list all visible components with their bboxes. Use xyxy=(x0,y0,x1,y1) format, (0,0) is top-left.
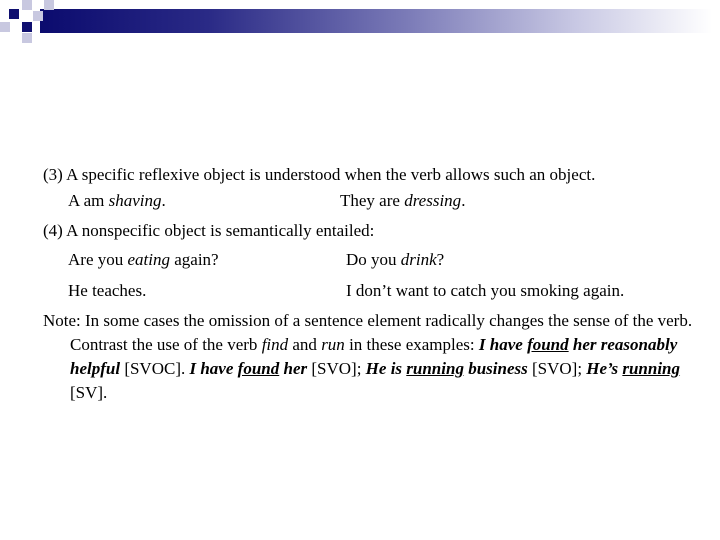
item-4-text: (4) A nonspecific object is semantically entailed: xyxy=(43,221,375,240)
header-square-decoration xyxy=(44,0,54,10)
header-square-decoration xyxy=(22,33,32,43)
example-smoking: I don’t want to catch you smoking again. xyxy=(346,281,625,300)
item-4-examples-2 xyxy=(43,277,693,305)
note-example: He is xyxy=(365,359,407,378)
note-text: in these examples: xyxy=(344,335,479,354)
example-text: Are you xyxy=(68,250,128,269)
note-example-verb: running xyxy=(622,359,681,378)
example-text: again? xyxy=(169,250,219,269)
header-square-decoration xyxy=(0,22,10,32)
note-text: [SVO]; xyxy=(307,359,366,378)
item-4-examples xyxy=(43,246,693,274)
example-text: . xyxy=(461,191,466,210)
header-square-decoration xyxy=(22,22,32,32)
header-gradient-band xyxy=(40,9,712,33)
example-text: ? xyxy=(436,250,445,269)
slide-body xyxy=(43,163,693,405)
example-drink xyxy=(346,246,444,274)
item-3-text: (3) A specific reflexive object is understood when the verb allows such an object. xyxy=(43,165,596,184)
note-example-verb: running xyxy=(406,359,464,378)
example-text: Do you xyxy=(346,250,401,269)
note-example: her reasonably helpful xyxy=(70,335,678,378)
note-paragraph xyxy=(43,309,693,405)
example-shaving xyxy=(68,187,166,215)
header-square-decoration xyxy=(9,9,19,19)
item-3-examples xyxy=(43,187,693,215)
note-example: He’s xyxy=(586,359,623,378)
example-verb: eating xyxy=(127,250,170,269)
example-teaches: He teaches. xyxy=(68,281,147,300)
note-text: Note: In some cases the omission of a sentence element radically changes the sense of the verb. Contrast the use of the verb xyxy=(43,311,693,354)
note-example: business xyxy=(463,359,528,378)
example-verb: dressing xyxy=(404,191,462,210)
example-eating xyxy=(68,246,219,274)
example-verb: drink xyxy=(400,250,437,269)
note-example: I have xyxy=(478,335,528,354)
note-verb: find xyxy=(261,335,289,354)
example-text: A am xyxy=(68,191,109,210)
note-example: I have xyxy=(189,359,238,378)
example-text: They are xyxy=(340,191,405,210)
example-dressing xyxy=(340,187,465,215)
note-text: and xyxy=(288,335,322,354)
note-text: [SV]. xyxy=(70,383,108,402)
example-text: . xyxy=(161,191,166,210)
note-verb: run xyxy=(321,335,345,354)
header-square-decoration xyxy=(22,0,32,10)
note-example-verb: found xyxy=(237,359,280,378)
note-example: her xyxy=(279,359,308,378)
header-square-decoration xyxy=(33,11,43,21)
example-verb: shaving xyxy=(108,191,162,210)
note-text: [SVOC]. xyxy=(120,359,190,378)
note-text: [SVO]; xyxy=(527,359,587,378)
note-example-verb: found xyxy=(527,335,569,354)
